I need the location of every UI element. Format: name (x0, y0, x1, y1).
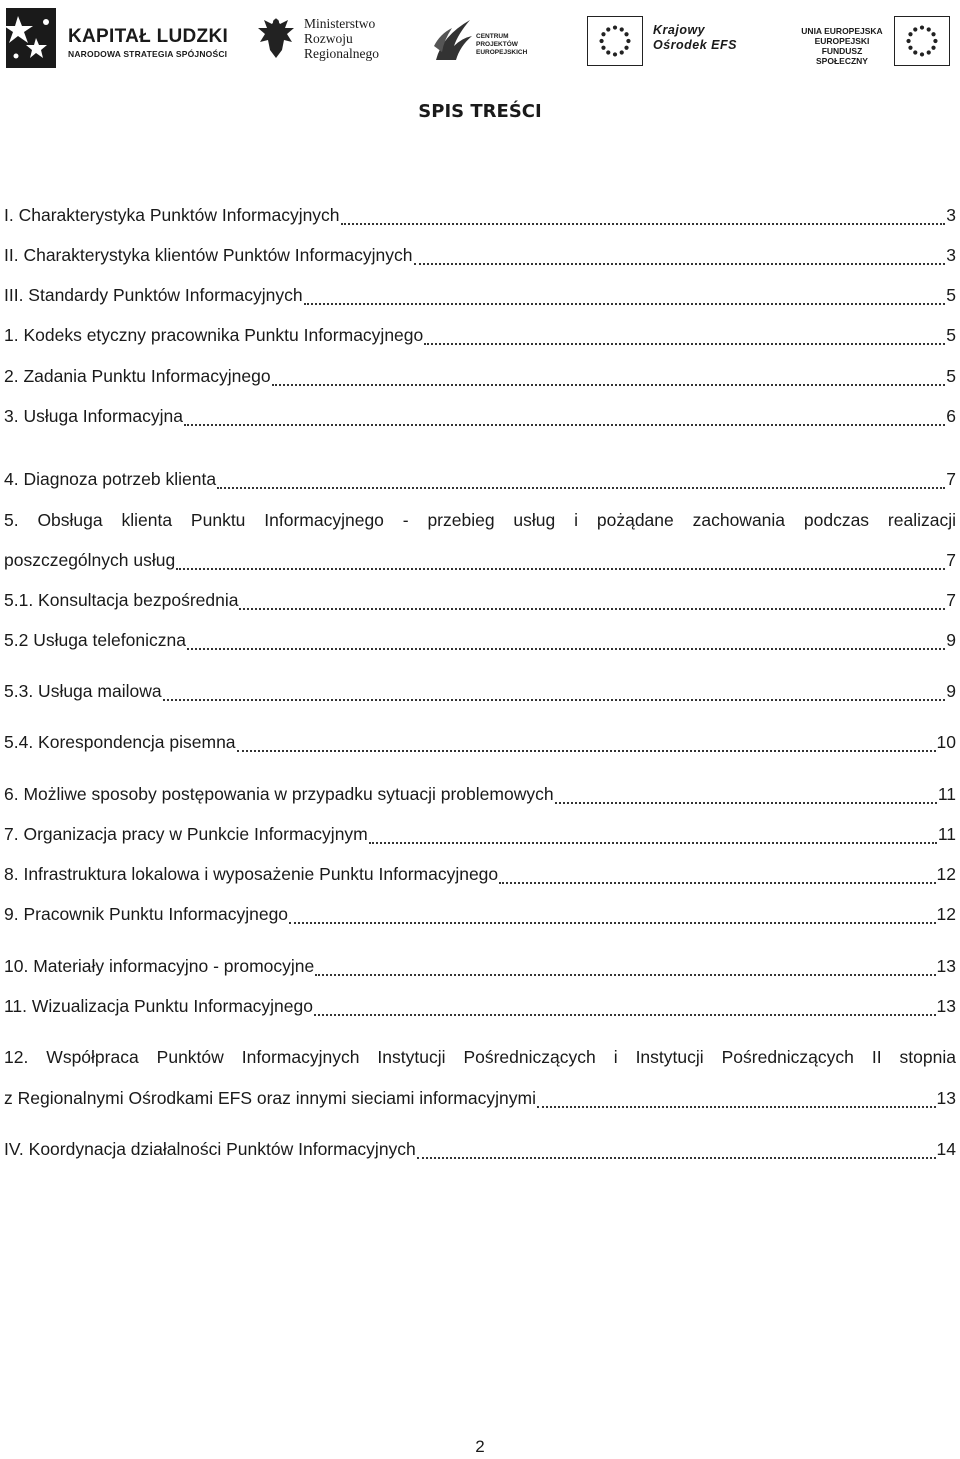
ministry-line-1: Ministerstwo (304, 16, 376, 31)
toc-entry (4, 996, 956, 1022)
toc-leader (315, 974, 935, 976)
toc-leader (424, 343, 945, 345)
eagle-emblem-icon (254, 14, 298, 64)
toc-entry-label: 5.4. Korespondencja pisemna (4, 732, 236, 752)
toc-leader (237, 750, 936, 752)
toc-entry-multiline-first: 12. Współpraca Punktów Informacyjnych Instytucji Pośredniczących i Instytucji Pośredniczących II stopnia (4, 1047, 956, 1067)
page-title: SPIS TREŚCI (418, 101, 542, 122)
toc-leader (176, 568, 945, 570)
ue-line-3: FUNDUSZ SPOŁECZNY (816, 46, 868, 66)
toc-leader (341, 223, 946, 225)
toc-leader (537, 1106, 936, 1108)
ministry-line-2: Rozwoju (304, 31, 353, 46)
toc-entry (4, 1088, 956, 1114)
kapital-ludzki-logo (4, 6, 232, 68)
toc-entry-page: 5 (946, 285, 956, 305)
toc-entry (4, 590, 956, 616)
toc-leader (417, 1157, 936, 1159)
kapital-ludzki-title: KAPITAŁ LUDZKI (68, 26, 229, 47)
cpe-line-1: CENTRUM PROJEKTÓW (476, 33, 518, 48)
toc-entry-label: II. Charakterystyka klientów Punktów Informacyjnych (4, 245, 413, 265)
toc-leader (163, 699, 946, 701)
toc-entry-label: 5.1. Konsultacja bezpośrednia (4, 590, 239, 610)
toc-leader (184, 424, 945, 426)
toc-entry-label: 5.2 Usługa telefoniczna (4, 630, 186, 650)
toc-entry (4, 956, 956, 982)
toc-entry (4, 824, 956, 850)
eu-flag-icon (587, 16, 643, 66)
toc-entry-page: 14 (936, 1139, 956, 1159)
toc-entry-label: I. Charakterystyka Punktów Informacyjnych (4, 205, 340, 225)
toc-entry-label: III. Standardy Punktów Informacyjnych (4, 285, 303, 305)
toc-leader (289, 922, 935, 924)
cpe-logo (432, 6, 552, 68)
krajowy-osrodek-efs-logo (587, 6, 747, 68)
toc-leader (314, 1014, 936, 1016)
kapital-ludzki-subtitle: NARODOWA STRATEGIA SPÓJNOŚCI (68, 49, 228, 59)
toc-entry (4, 904, 956, 930)
toc-entry (4, 205, 956, 231)
toc-entry-page: 13 (936, 996, 956, 1016)
toc-entry (4, 285, 956, 311)
page-number: 2 (475, 1437, 485, 1456)
toc-entry-label: 6. Możliwe sposoby postępowania w przypadku sytuacji problemowych (4, 784, 554, 804)
toc-leader (555, 802, 937, 804)
toc-entry-page: 6 (946, 406, 956, 426)
toc-entry (4, 469, 956, 495)
cpe-wings-icon (432, 16, 474, 64)
toc-entry-page: 5 (946, 366, 956, 386)
toc-entry (4, 550, 956, 576)
toc-entry-multiline-first: 5. Obsługa klienta Punktu Informacyjnego - przebieg usług i pożądane zachowania podczas realizacji (4, 510, 956, 530)
toc-entry-label: 9. Pracownik Punktu Informacyjnego (4, 904, 289, 924)
koe-line-1: Krajowy (653, 23, 706, 37)
toc-entry-page: 11 (937, 784, 956, 804)
eu-efs-name (796, 26, 888, 66)
toc-entry-page: 11 (937, 824, 956, 844)
toc-entry-label: 5.3. Usługa mailowa (4, 681, 162, 701)
toc-entry-label: 2. Zadania Punktu Informacyjnego (4, 366, 271, 386)
toc-entry-page: 12 (936, 864, 956, 884)
header-logos (0, 0, 960, 75)
toc-entry-label: poszczególnych usług (4, 550, 176, 570)
toc-entry-page: 9 (946, 630, 956, 650)
toc-entry-label: 7. Organizacja pracy w Punkcie Informacyjnym (4, 824, 368, 844)
toc-entry-label: 10. Materiały informacyjno - promocyjne (4, 956, 315, 976)
toc-leader (239, 608, 945, 610)
toc-entry (4, 245, 956, 271)
krajowy-osrodek-efs-name (653, 23, 737, 53)
koe-line-2: Ośrodek EFS (653, 38, 737, 52)
toc-entry-page: 7 (946, 469, 956, 489)
toc-entry (4, 732, 956, 758)
toc-entry-page: 3 (946, 245, 956, 265)
toc-entry-label: 1. Kodeks etyczny pracownika Punktu Informacyjnego (4, 325, 424, 345)
eu-efs-logo (796, 6, 956, 68)
toc-entry-label: z Regionalnymi Ośrodkami EFS oraz innymi sieciami informacyjnymi (4, 1088, 536, 1108)
toc-entry (4, 1139, 956, 1165)
toc-entry (4, 681, 956, 707)
toc-entry-page: 3 (946, 205, 956, 225)
toc-entry-page: 9 (946, 681, 956, 701)
toc-leader (272, 384, 946, 386)
toc-entry (4, 864, 956, 890)
cpe-name (476, 33, 552, 57)
toc-leader (414, 263, 946, 265)
toc-entry-page: 13 (936, 1088, 956, 1108)
toc-entry (4, 630, 956, 656)
toc-entry-label: 11. Wizualizacja Punktu Informacyjnego (4, 996, 313, 1016)
toc-leader (187, 648, 945, 650)
toc-entry-page: 10 (936, 732, 956, 752)
toc-entry-label: 4. Diagnoza potrzeb klienta (4, 469, 217, 489)
ue-line-2: EUROPEJSKI (814, 36, 870, 46)
toc-entry-page: 12 (936, 904, 956, 924)
kapital-ludzki-star-icon (6, 8, 56, 68)
toc-entry-label: 3. Usługa Informacyjna (4, 406, 183, 426)
cpe-line-2: EUROPEJSKICH (476, 49, 528, 56)
toc-entry-label: 8. Infrastruktura lokalowa i wyposażenie Punktu Informacyjnego (4, 864, 499, 884)
toc-entry-page: 7 (946, 590, 956, 610)
toc-entry-page: 5 (946, 325, 956, 345)
toc-entry-page: 7 (946, 550, 956, 570)
toc-entry-label: IV. Koordynacja działalności Punktów Informacyjnych (4, 1139, 416, 1159)
toc-leader (217, 487, 945, 489)
toc-leader (499, 882, 935, 884)
eu-flag-icon (894, 16, 950, 66)
ministry-logo (254, 6, 399, 68)
toc-leader (304, 303, 946, 305)
ministry-line-3: Regionalnego (304, 46, 379, 61)
toc-entry (4, 325, 956, 351)
toc-entry-page: 13 (936, 956, 956, 976)
toc-leader (369, 842, 937, 844)
toc-entry (4, 784, 956, 810)
ue-line-1: UNIA EUROPEJSKA (801, 26, 883, 36)
ministry-name (304, 16, 379, 61)
toc-entry (4, 406, 956, 432)
